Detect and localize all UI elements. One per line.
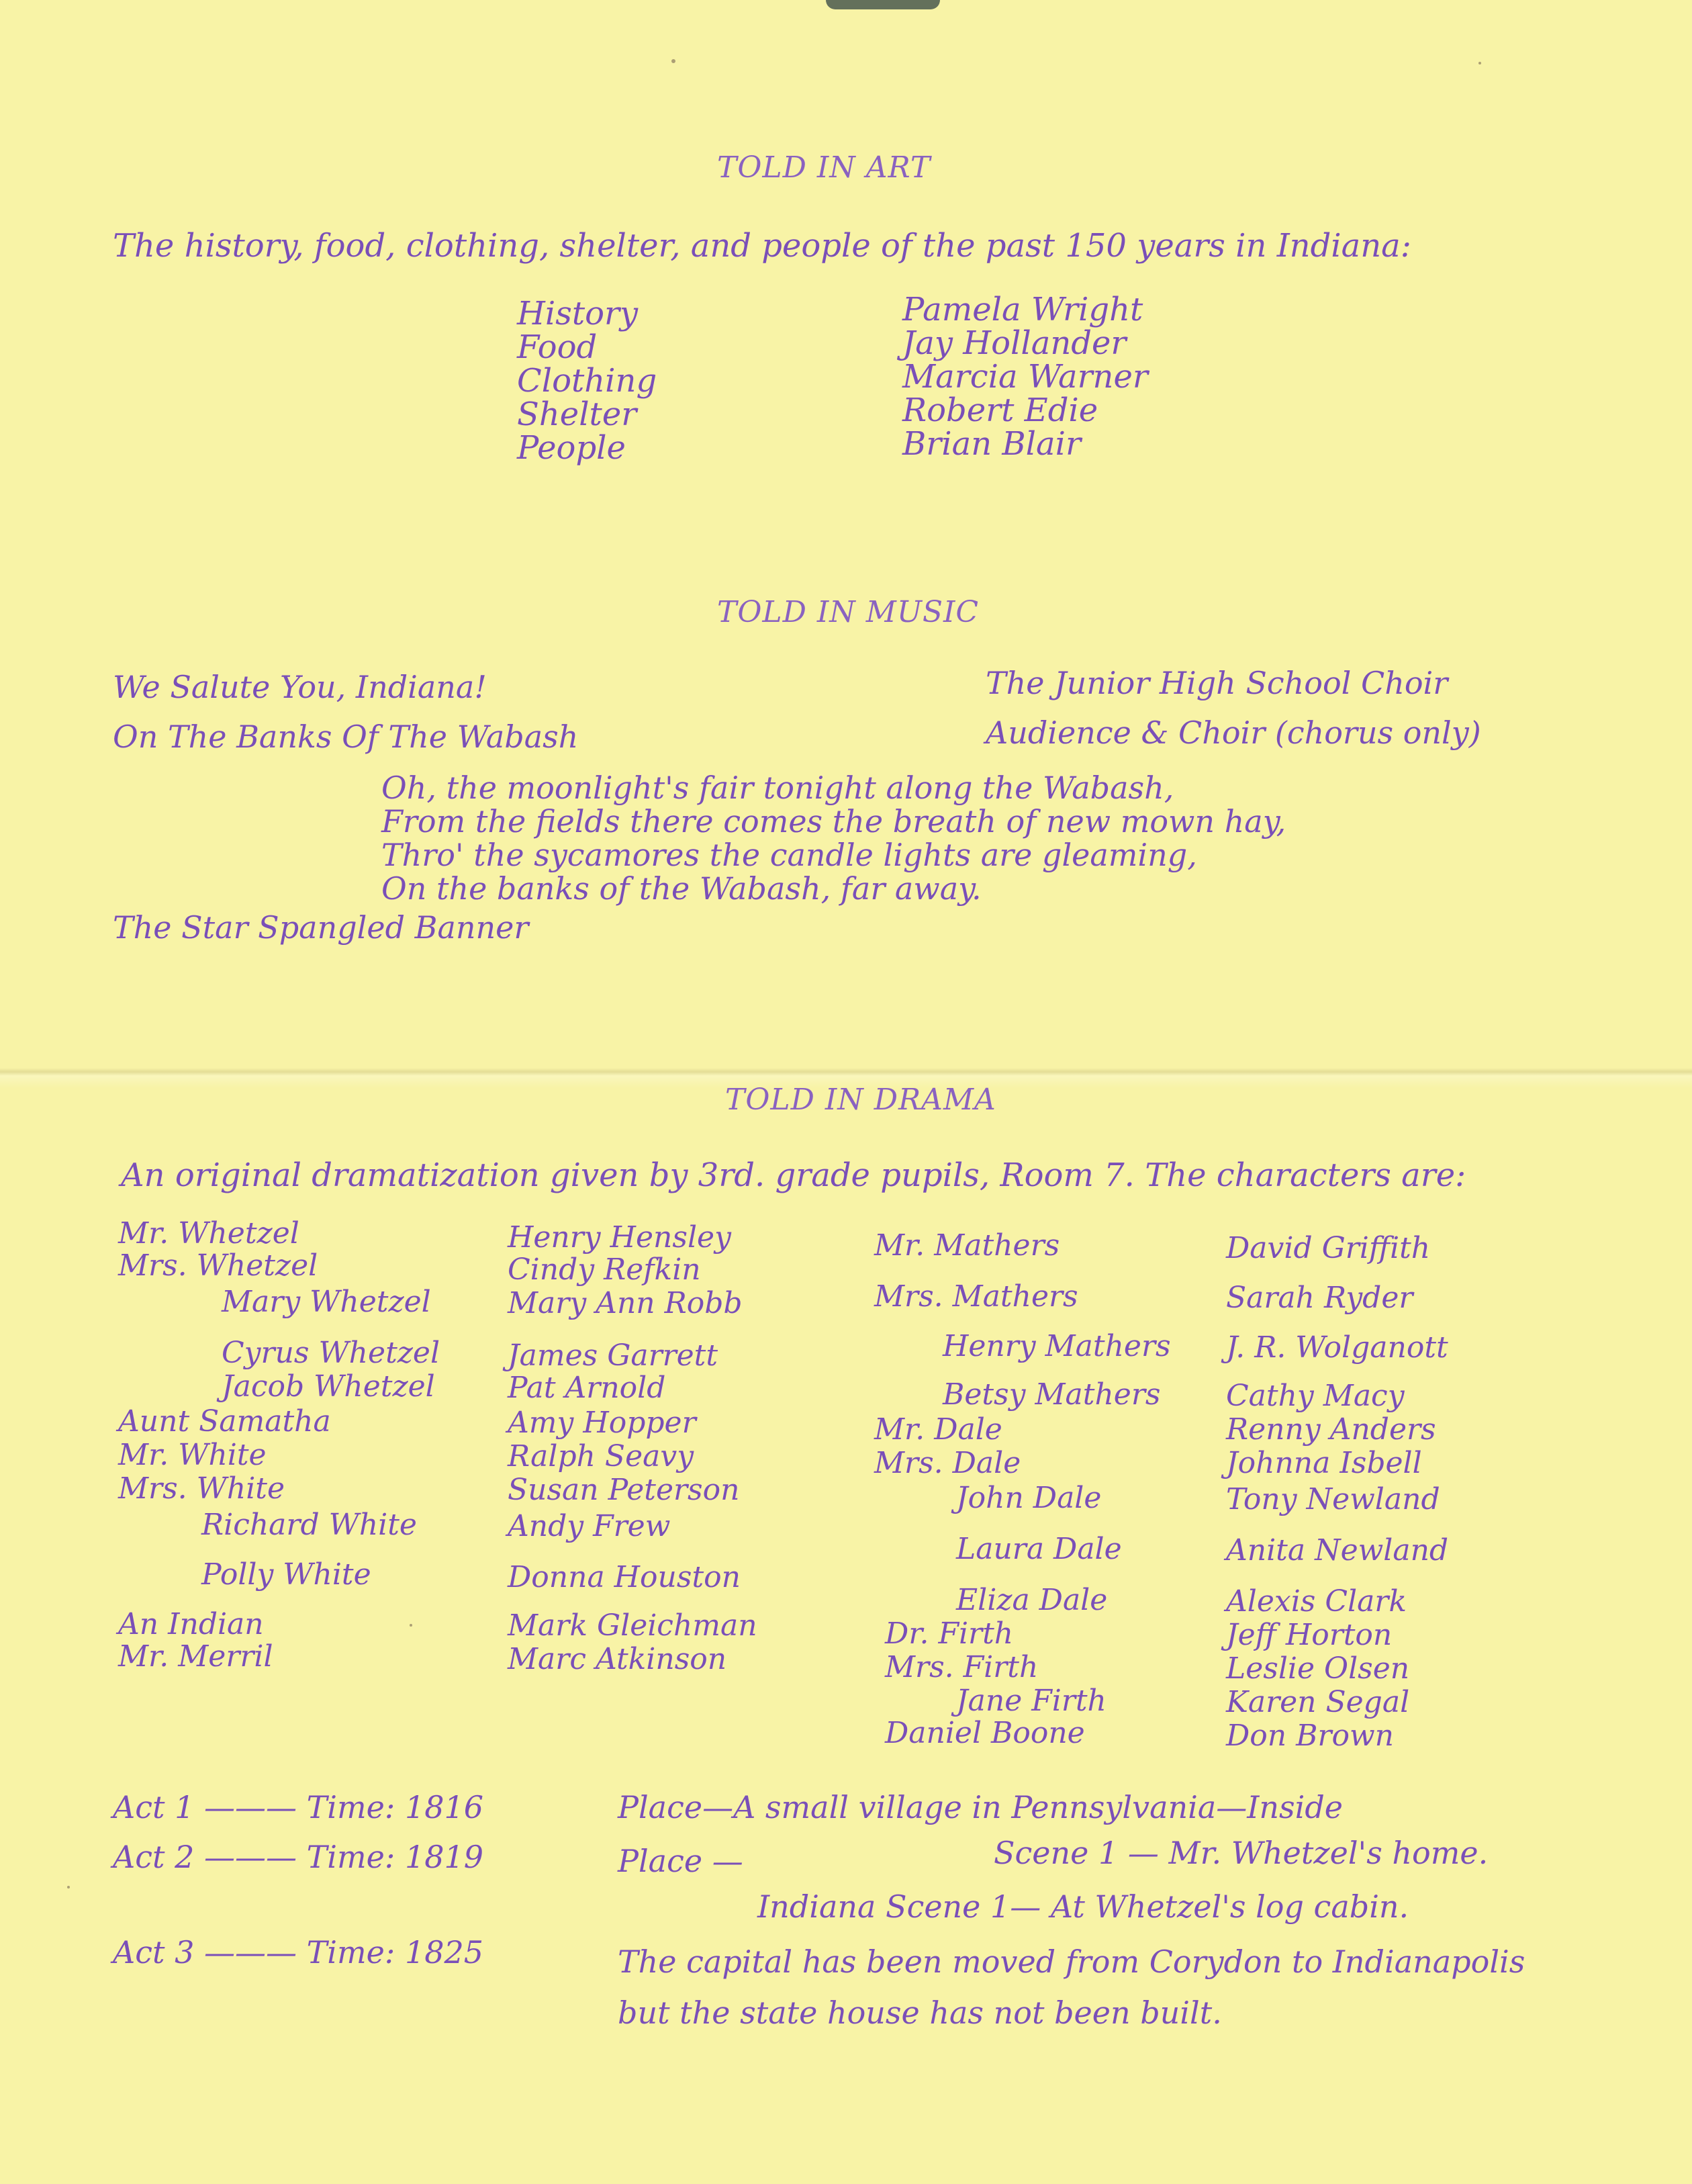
art-topic: History [517,295,639,332]
paper-speck [671,59,675,63]
cast-role: Jacob Whetzel [222,1369,435,1404]
act-time: Act 2 ——— Time: 1819 [113,1839,484,1875]
cast-actor: Karen Segal [1226,1685,1410,1719]
cast-actor: David Griffith [1226,1231,1431,1265]
cast-actor: Pat Arnold [508,1371,666,1405]
cast-actor: Johnna Isbell [1226,1446,1422,1480]
cast-role: Mr. Dale [874,1412,1002,1447]
cast-role: Polly White [201,1557,371,1592]
art-names-column [902,293,1148,461]
lyric-line: From the fields there comes the breath of new mown hay, [381,803,1286,839]
art-artist: Marcia Warner [902,358,1148,396]
cast-role: Aunt Samatha [118,1404,331,1439]
cast-actor: Ralph Seavy [508,1439,694,1473]
cast-role: Laura Dale [956,1532,1122,1566]
art-topic: Clothing [517,362,657,400]
cast-actor: Don Brown [1226,1719,1394,1753]
art-artist: Pamela Wright [902,291,1143,328]
cast-role: Henry Mathers [943,1329,1171,1363]
act-scene: but the state house has not been built. [618,1995,1222,2031]
cast-role: Richard White [201,1508,417,1542]
cast-actor: Cindy Refkin [508,1253,701,1287]
act-time: Act 1 ——— Time: 1816 [113,1789,484,1825]
act-scene: Indiana Scene 1— At Whetzel's log cabin. [757,1889,1409,1925]
cast-actor: Tony Newland [1226,1482,1440,1516]
ink-blot [826,0,940,9]
art-artist: Brian Blair [902,425,1081,463]
art-topic: Food [517,328,598,366]
paper-speck [1478,62,1481,64]
paper-speck [410,1624,412,1627]
drama-intro: An original dramatization given by 3rd. grade pupils, Room 7. The characters are: [121,1156,1466,1194]
music-song-3: The Star Spangled Banner [113,909,529,946]
cast-actor: Leslie Olsen [1226,1651,1410,1686]
cast-actor: Andy Frew [508,1509,671,1543]
art-topic: People [517,429,626,467]
act-place: Place—A small village in Pennsylvania—Inside [618,1789,1344,1825]
cast-role: John Dale [956,1481,1102,1515]
act-scene: Scene 1 — Mr. Whetzel's home. [994,1835,1489,1871]
cast-actor: Mark Gleichman [508,1608,757,1643]
lyric-line: On the banks of the Wabash, far away. [381,870,982,907]
cast-actor: Alexis Clark [1226,1584,1407,1619]
paper-speck [67,1886,70,1889]
act-time: Act 3 ——— Time: 1825 [113,1934,484,1970]
cast-role: Mrs. White [118,1471,285,1506]
lyric-line: Oh, the moonlight's fair tonight along the Wabash, [381,770,1174,806]
cast-role: Mrs. Mathers [874,1279,1078,1314]
cast-actor: James Garrett [508,1338,718,1373]
cast-role: Jane Firth [956,1684,1107,1718]
cast-actor: Donna Houston [508,1560,741,1594]
cast-role: Mr. Mathers [874,1228,1060,1263]
art-artist: Robert Edie [902,392,1098,429]
cast-actor: Henry Hensley [508,1220,731,1255]
music-heading: TOLD IN MUSIC [717,595,980,629]
cast-actor: Marc Atkinson [508,1642,727,1676]
cast-role: Mrs. Whetzel [118,1248,318,1283]
cast-role: Mr. Whetzel [118,1216,299,1250]
cast-actor: Renny Anders [1226,1412,1436,1447]
cast-actor: J. R. Wolganott [1226,1330,1448,1365]
art-topics-column [517,297,657,465]
music-song-1: We Salute You, Indiana! [113,669,487,705]
art-heading: TOLD IN ART [717,150,931,185]
cast-role: Dr. Firth [885,1617,1014,1651]
cast-actor: Jeff Horton [1226,1618,1393,1652]
cast-actor: Susan Peterson [508,1473,740,1507]
cast-actor: Cathy Macy [1226,1379,1405,1413]
cast-role: An Indian [118,1607,264,1641]
cast-role: Cyrus Whetzel [222,1336,440,1370]
art-topic: Shelter [517,396,637,433]
art-intro: The history, food, clothing, shelter, and people of the past 150 years in Indiana: [113,227,1411,265]
cast-actor: Amy Hopper [508,1406,696,1440]
cast-actor: Mary Ann Robb [508,1286,743,1320]
cast-actor: Anita Newland [1226,1533,1449,1567]
cast-role: Daniel Boone [885,1716,1085,1750]
music-song-2: On The Banks Of The Wabash [113,719,579,755]
cast-role: Mrs. Dale [874,1446,1021,1480]
cast-actor: Sarah Ryder [1226,1281,1413,1315]
cast-role: Mr. Merril [118,1639,273,1674]
cast-role: Eliza Dale [956,1583,1108,1617]
music-performer-1: The Junior High School Choir [986,665,1448,701]
cast-role: Mary Whetzel [222,1285,431,1319]
cast-role: Mrs. Firth [885,1650,1039,1684]
music-performer-2: Audience & Choir (chorus only) [986,715,1481,751]
act-place: The capital has been moved from Corydon to Indianapolis [618,1944,1525,1980]
act-place: Place — [618,1843,743,1879]
drama-heading: TOLD IN DRAMA [725,1083,996,1117]
art-artist: Jay Hollander [902,324,1127,362]
cast-role: Betsy Mathers [943,1377,1161,1412]
lyric-line: Thro' the sycamores the candle lights are gleaming, [381,837,1197,873]
cast-role: Mr. White [118,1438,267,1472]
